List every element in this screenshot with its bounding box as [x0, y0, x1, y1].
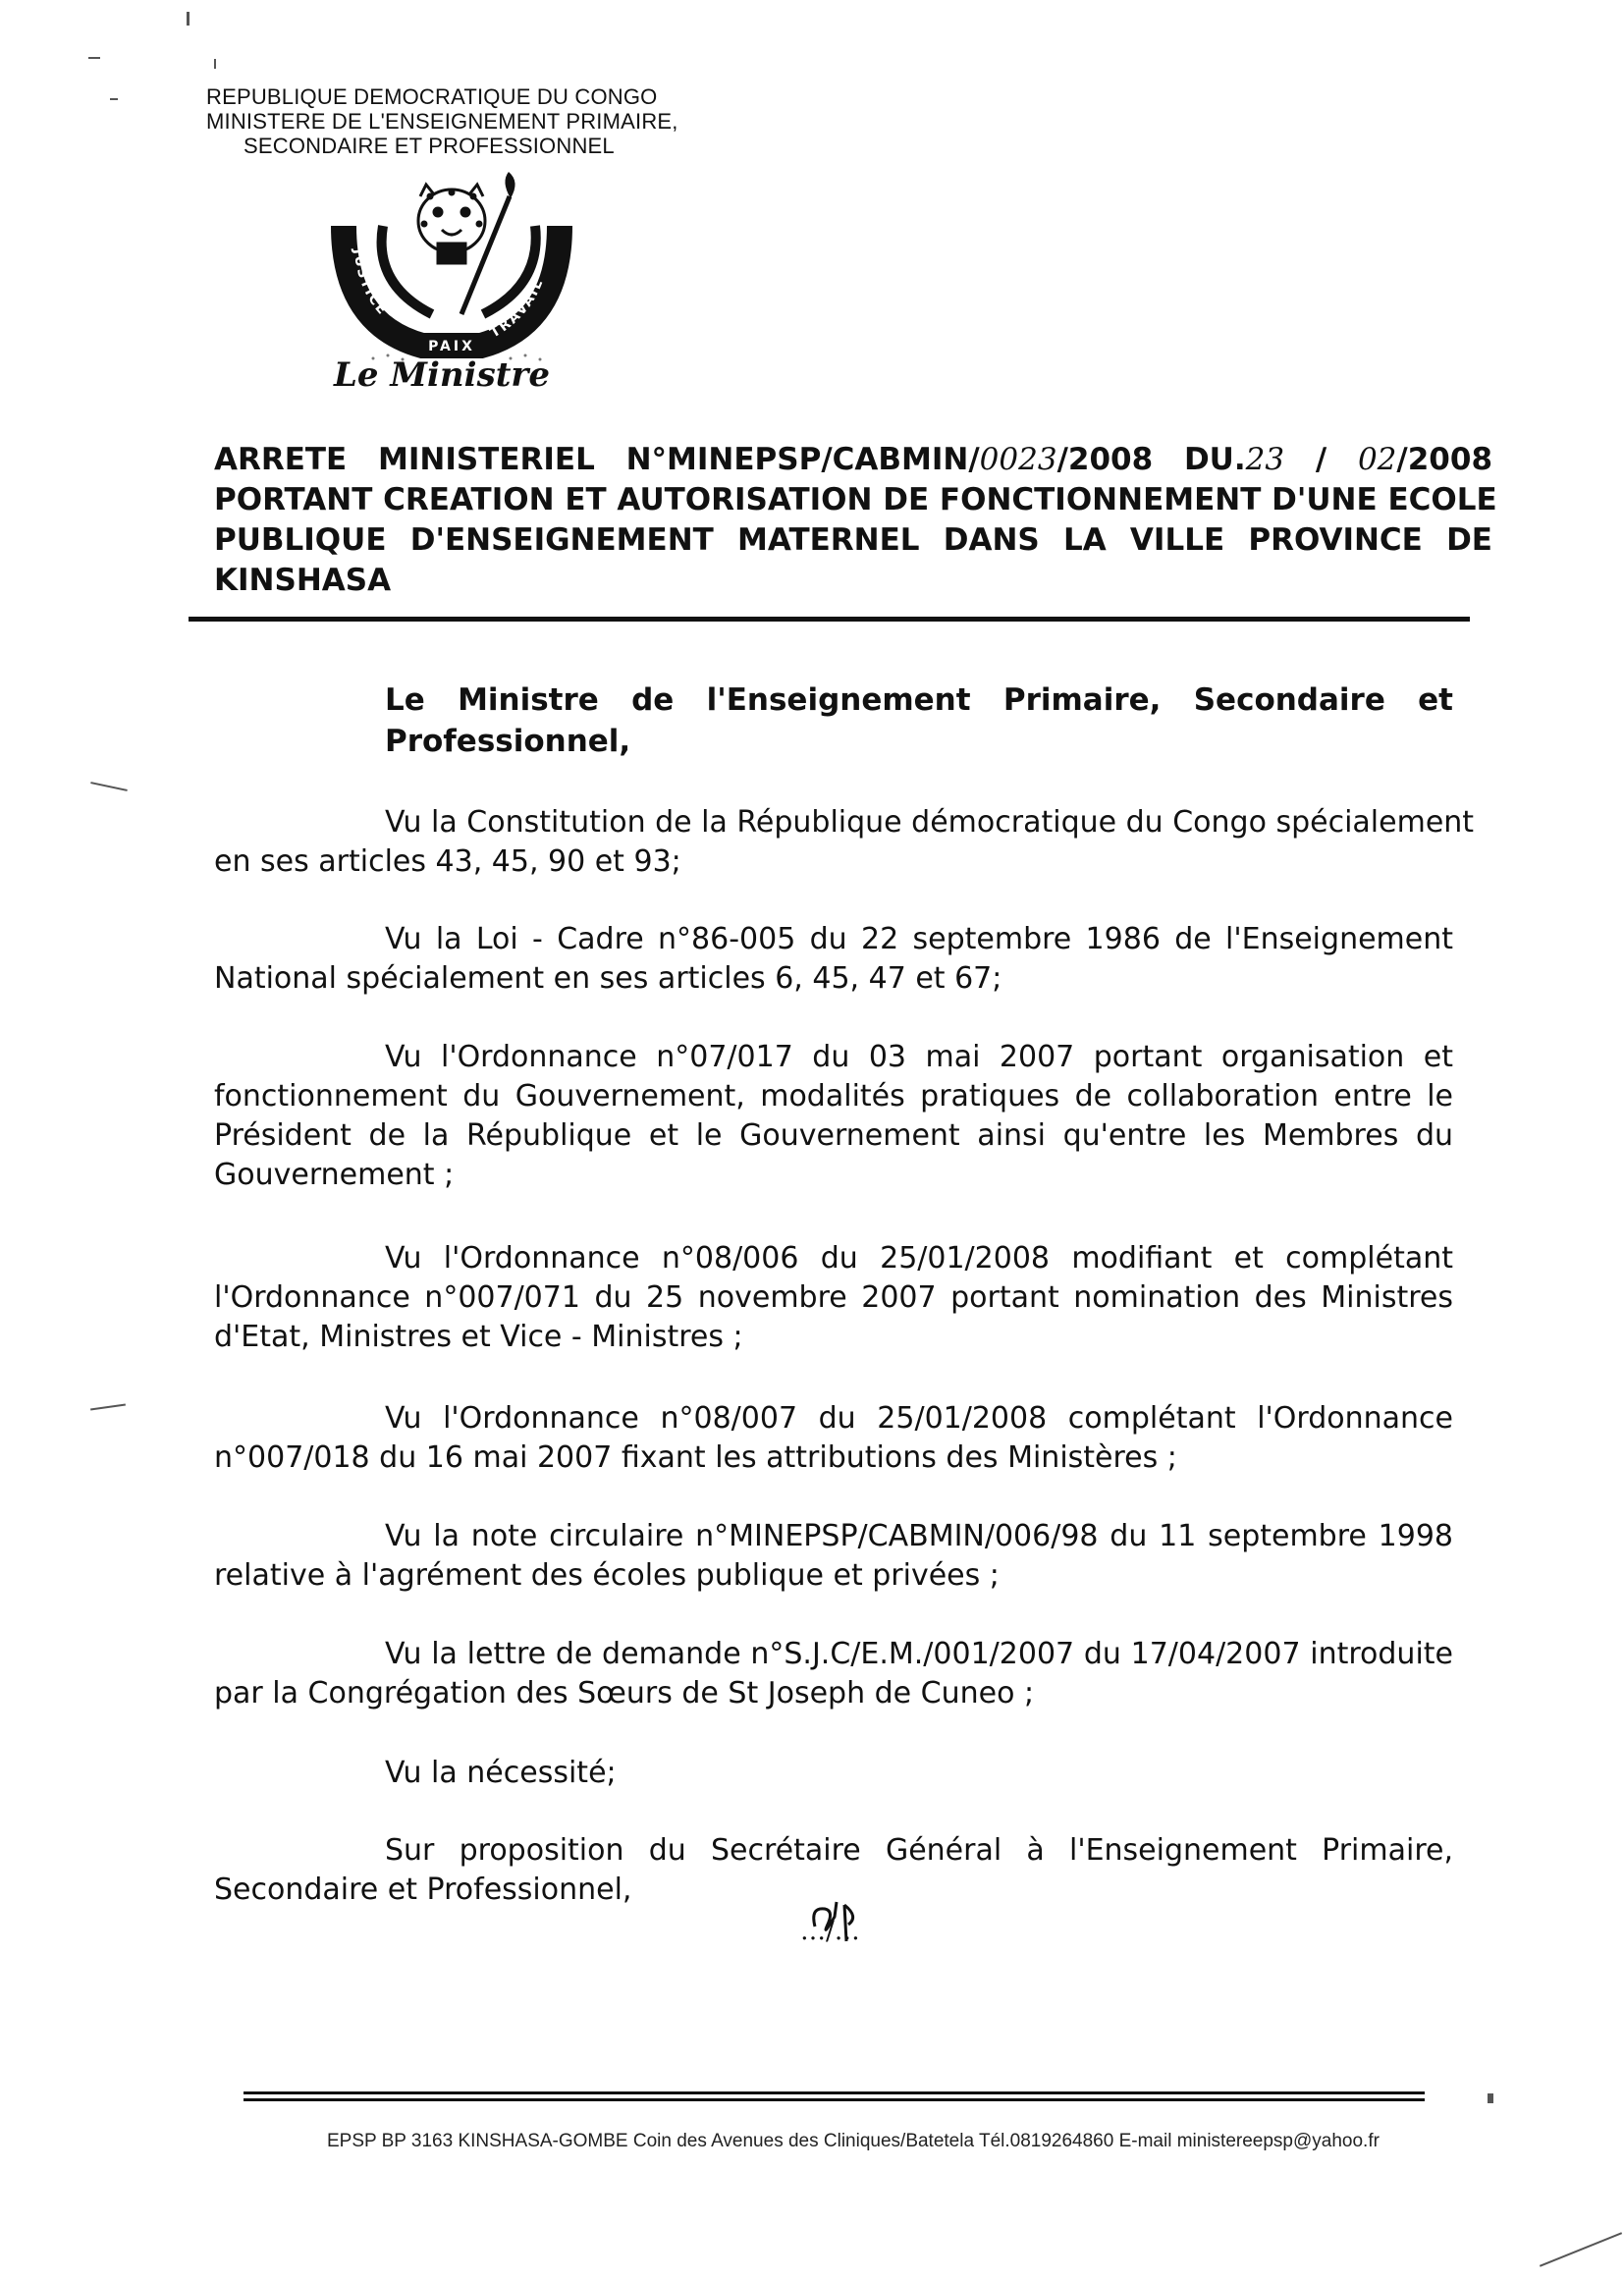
- letterhead-ministry: MINISTERE DE L'ENSEIGNEMENT PRIMAIRE,: [206, 109, 678, 134]
- consideration-first-line: Vu l'Ordonnance n°07/017 du 03 mai 2007 portant organisation et: [385, 1040, 1453, 1074]
- decree-date-prefix: /2008 DU.: [1056, 442, 1246, 477]
- decree-number-handwritten: 0023: [979, 442, 1057, 477]
- letterhead-country: REPUBLIQUE DEMOCRATIQUE DU CONGO: [206, 84, 658, 109]
- consideration-first-line: Sur proposition du Secrétaire Général à l'Enseignement Primaire,: [385, 1833, 1453, 1868]
- consideration-line: fonctionnement du Gouvernement, modalités pratiques de collaboration entre le: [214, 1079, 1453, 1113]
- consideration-first-line: Vu la Loi - Cadre n°86-005 du 22 septembre 1986 de l'Enseignement: [385, 922, 1453, 956]
- emblem-motto-bottom: PAIX: [428, 339, 475, 354]
- consideration-line: l'Ordonnance n°007/071 du 25 novembre 2007 portant nomination des Ministres: [214, 1280, 1453, 1315]
- consideration-paragraph: [214, 1038, 1453, 1195]
- scan-speck: [110, 98, 118, 100]
- footer-divider-top: [244, 2091, 1425, 2094]
- consideration-first-line: Vu l'Ordonnance n°08/007 du 25/01/2008 complétant l'Ordonnance: [385, 1401, 1453, 1436]
- decree-number-prefix: ARRETE MINISTERIEL N°MINEPSP/CABMIN/: [214, 442, 980, 477]
- decree-year: /2008: [1396, 442, 1493, 477]
- emblem-motto-right: TRAVAIL: [487, 276, 547, 342]
- footer-divider-bottom: [244, 2098, 1425, 2101]
- consideration-first-line: Vu la note circulaire n°MINEPSP/CABMIN/006/98 du 11 septembre 1998: [385, 1519, 1453, 1553]
- scan-speck: [88, 57, 100, 59]
- emblem-motto-left: JUSTICE: [350, 247, 391, 319]
- consideration-line: relative à l'agrément des écoles publique et privées ;: [214, 1558, 1000, 1593]
- consideration-line: Gouvernement ;: [214, 1158, 455, 1192]
- consideration-line: National spécialement en ses articles 6, 45, 47 et 67;: [214, 961, 1002, 996]
- title-divider: [189, 617, 1470, 622]
- consideration-paragraph: [214, 1517, 1453, 1596]
- minister-heading-line-1: Le Ministre de l'Enseignement Primaire, Secondaire et: [385, 682, 1453, 718]
- scan-speck: [1488, 2093, 1493, 2103]
- scan-speck: [90, 782, 128, 791]
- decree-title-line-4: KINSHASA: [214, 563, 392, 598]
- decree-month-handwritten: 02: [1357, 442, 1397, 477]
- consideration-line: n°007/018 du 16 mai 2007 fixant les attributions des Ministères ;: [214, 1440, 1177, 1475]
- decree-title-line-2: PORTANT CREATION ET AUTORISATION DE FONCTIONNEMENT D'UNE ECOLE: [214, 482, 1497, 517]
- letterhead: [206, 84, 678, 158]
- footer-contact: EPSP BP 3163 KINSHASA-GOMBE Coin des Avenues des Cliniques/Batetela Tél.0819264860 E-mail ministereepsp@yahoo.fr: [327, 2131, 1380, 2151]
- consideration-line: en ses articles 43, 45, 90 et 93;: [214, 844, 681, 879]
- continuation-mark: …/…: [800, 1917, 860, 1946]
- consideration-line: d'Etat, Ministres et Vice - Ministres ;: [214, 1320, 743, 1354]
- decree-title-line-3: PUBLIQUE D'ENSEIGNEMENT MATERNEL DANS LA VILLE PROVINCE DE: [214, 522, 1492, 558]
- scan-speck: [214, 59, 216, 69]
- consideration-line: Président de la République et le Gouvernement ainsi qu'entre les Membres du: [214, 1118, 1453, 1153]
- consideration-first-line: Vu la Constitution de la République démocratique du Congo spécialement: [385, 805, 1475, 840]
- consideration-paragraph: [214, 1635, 1453, 1713]
- coat-of-arms-emblem: [314, 167, 589, 363]
- coat-of-arms-icon: [314, 167, 589, 363]
- consideration-line: Secondaire et Professionnel,: [214, 1873, 632, 1907]
- minister-heading: [385, 679, 1453, 762]
- handwritten-initials-icon: [805, 1897, 884, 1956]
- consideration-paragraph: [214, 803, 1475, 882]
- minister-heading-line-2: Professionnel,: [385, 724, 631, 759]
- consideration-line: par la Congrégation des Sœurs de St Joseph de Cuneo ;: [214, 1676, 1035, 1710]
- consideration-paragraph: [214, 920, 1453, 999]
- consideration-first-line: Vu la lettre de demande n°S.J.C/E.M./001/2007 du 17/04/2007 introduite: [385, 1637, 1453, 1671]
- letterhead-ministry-cont: SECONDAIRE ET PROFESSIONNEL: [244, 134, 615, 158]
- consideration-paragraph: [214, 1754, 1453, 1793]
- minister-signature-title: Le Ministre: [334, 355, 550, 395]
- consideration-first-line: Vu l'Ordonnance n°08/006 du 25/01/2008 modifiant et complétant: [385, 1241, 1453, 1276]
- decree-title: [214, 440, 1497, 601]
- consideration-paragraph: [214, 1399, 1453, 1478]
- consideration-first-line: Vu la nécessité;: [385, 1756, 617, 1790]
- scan-speck: [1540, 2232, 1622, 2267]
- decree-title-line-1: ARRETE MINISTERIEL N°MINEPSP/CABMIN/0023/2008 DU.23 / 02/2008: [214, 442, 1493, 477]
- scan-speck: [187, 12, 189, 26]
- decree-day-handwritten: 23: [1245, 442, 1285, 477]
- scan-speck: [90, 1404, 126, 1411]
- consideration-paragraph: [214, 1239, 1453, 1357]
